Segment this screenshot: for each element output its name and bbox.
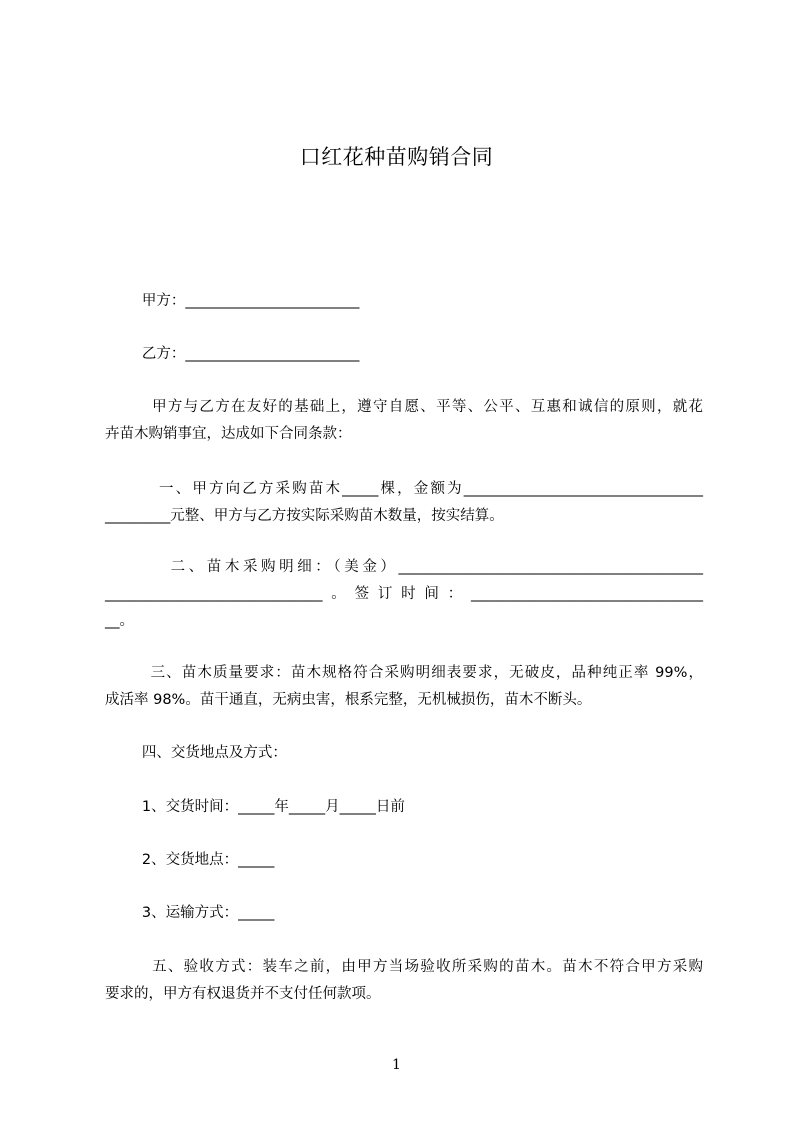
clause-2-line-2: ______________________________。签订时间：________________________________	[105, 586, 703, 602]
page-number: 1	[392, 1057, 401, 1073]
clause-5-line-1: 五、验收方式：装车之前，由甲方当场验收所采购的苗木。苗木不符合甲方采购	[105, 959, 703, 975]
preamble-line-2: 卉苗木购销事宜，达成如下合同条款：	[105, 426, 352, 442]
clause-1-line-2: _________元整、甲方与乙方按实际采购苗木数量，按实结算。	[105, 508, 504, 524]
transport-method-line: 3、运输方式：_____	[105, 905, 275, 921]
clause-4-heading: 四、交货地点及方式：	[105, 745, 287, 761]
clause-3-line-1: 三、苗木质量要求：苗木规格符合采购明细表要求，无破皮，品种纯正率 99%，	[105, 665, 703, 681]
party-b-line: 乙方：________________________	[105, 346, 360, 362]
clause-2-line-1: 二、苗木采购明细：（美金）__________________________________________	[105, 559, 703, 575]
preamble-line-1: 甲方与乙方在友好的基础上，遵守自愿、平等、公平、互惠和诚信的原则，就花	[105, 399, 703, 415]
clause-3-line-2: 成活率 98%。苗干通直，无病虫害，根系完整，无机械损伤，苗木不断头。	[105, 692, 592, 708]
delivery-place-line: 2、交货地点：_____	[105, 852, 275, 868]
party-a-line: 甲方：________________________	[105, 293, 360, 309]
delivery-time-line: 1、交货时间：_____年_____月_____日前	[105, 799, 405, 815]
document-title: 口红花种苗购销合同	[299, 145, 494, 169]
clause-2-line-3: __。	[105, 613, 134, 629]
clause-1-line-1: 一、甲方向乙方采购苗木_____棵，金额为_________________________________	[105, 481, 703, 497]
clause-5-line-2: 要求的，甲方有权退货并不支付任何款项。	[105, 986, 381, 1002]
